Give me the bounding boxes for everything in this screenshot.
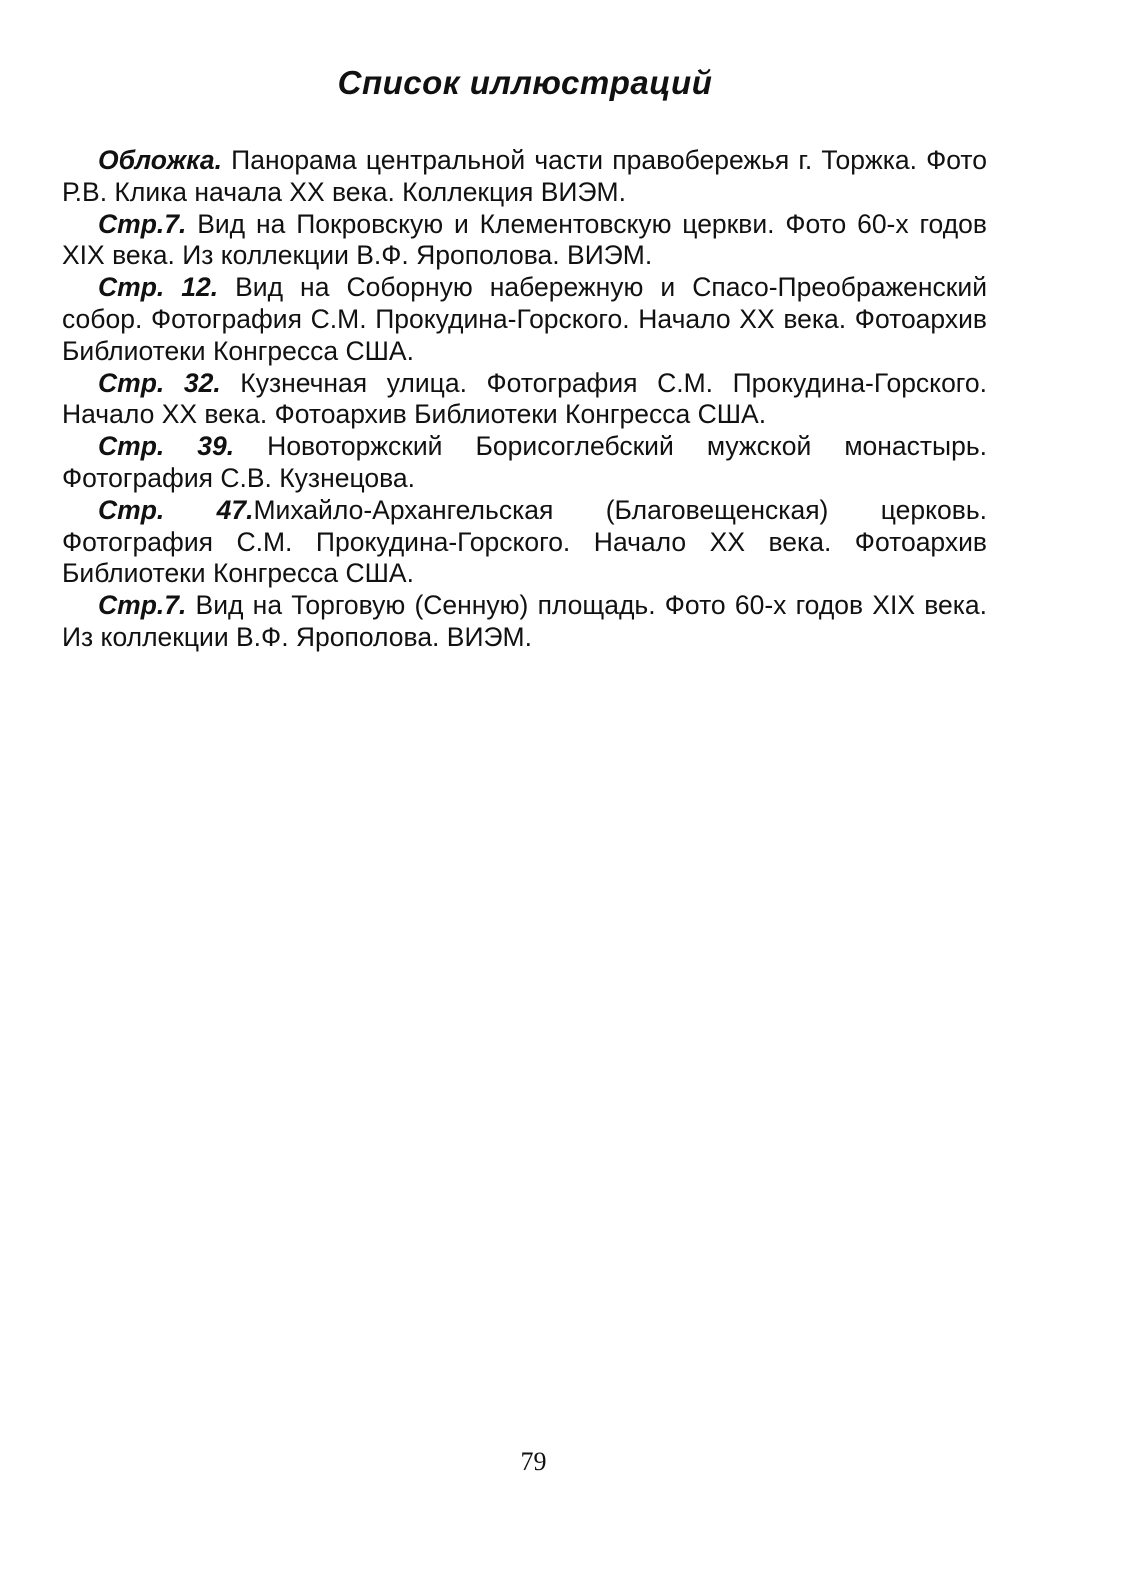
illustration-entry bbox=[62, 145, 987, 209]
illustration-entry bbox=[62, 495, 987, 590]
illustration-entry bbox=[62, 209, 987, 273]
entry-label: Стр. 32. bbox=[98, 367, 221, 398]
entry-label: Стр. 12. bbox=[98, 272, 219, 303]
entry-label: Стр. 39. bbox=[98, 431, 235, 462]
entry-label: Стр. 47. bbox=[98, 494, 254, 525]
illustration-entry bbox=[62, 272, 987, 367]
illustration-entry bbox=[62, 590, 987, 654]
entry-text: Панорама центральной части правобережья г. Торжка. Фото Р.В. Клика начала ХХ века. Коллекция ВИЭМ. bbox=[62, 145, 987, 207]
page-number: 79 bbox=[520, 1447, 547, 1476]
entry-text: Новоторжский Борисоглебский мужской монастырь. Фотография С.В. Кузнецова. bbox=[62, 431, 988, 493]
entry-text: Кузнечная улица. Фотография С.М. Прокудина-Горского. Начало ХХ века. Фотоархив Библиотеки Конгресса США. bbox=[62, 367, 987, 430]
illustration-entry bbox=[62, 368, 987, 432]
entry-text: Вид на Покровскую и Клементовскую церкви. Фото 60-х годов XIX века. Из коллекции В.Ф. Ярополова. ВИЭМ. bbox=[62, 208, 987, 271]
entry-label: Стр.7. bbox=[98, 208, 187, 239]
entry-text: Михайло-Архангельская (Благовещенская) церковь. Фотография С.М. Прокудина-Горского. Начало ХХ века. Фотоархив Библиотеки Конгресса США. bbox=[62, 494, 987, 589]
entry-text: Вид на Соборную набережную и Спасо-Преображенский собор. Фотография С.М. Прокудина-Горского. Начало ХХ века. Фотоархив Библиотеки Конгресса США. bbox=[62, 272, 988, 366]
entry-label: Обложка. bbox=[98, 145, 223, 175]
page-title: Список иллюстраций bbox=[337, 64, 713, 101]
illustration-list bbox=[62, 145, 987, 654]
illustration-entry bbox=[62, 431, 987, 495]
entry-text: Вид на Торговую (Сенную) площадь. Фото 60-х годов XIX века. Из коллекции В.Ф. Ярополова. ВИЭМ. bbox=[62, 590, 987, 652]
entry-label: Стр.7. bbox=[98, 590, 187, 621]
